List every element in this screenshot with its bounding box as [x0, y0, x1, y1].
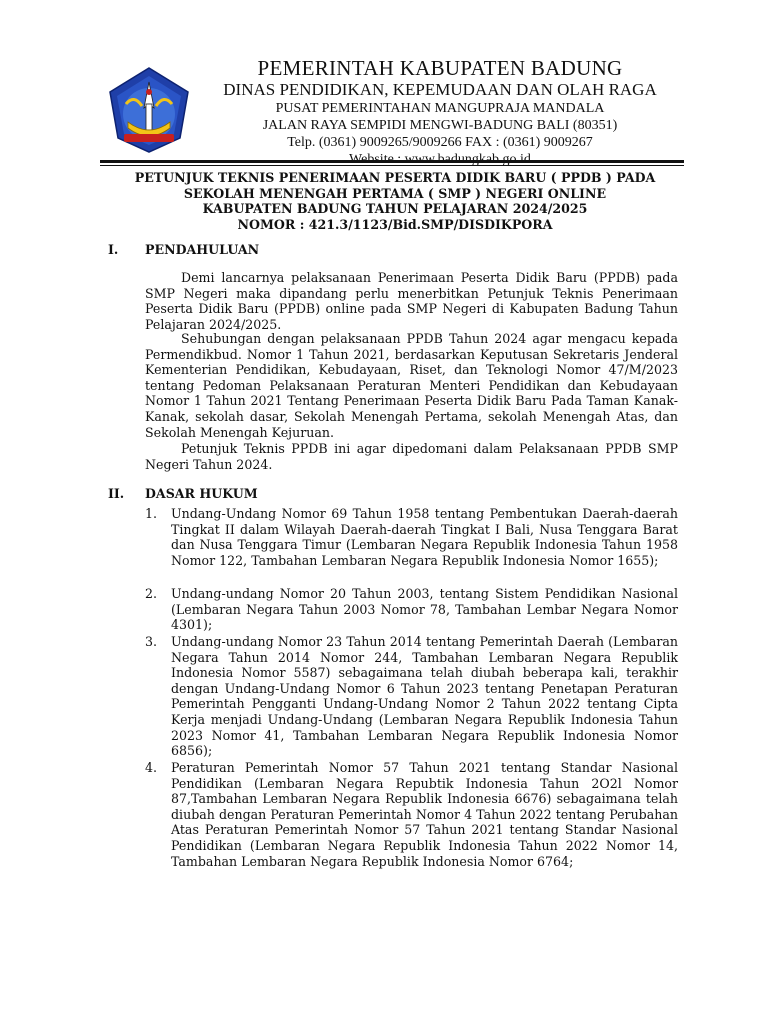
section-1-heading: PENDAHULUAN: [145, 242, 260, 257]
legal-basis-item-1-text: Undang-Undang Nomor 69 Tahun 1958 tentang Pembentukan Daerah-daerah Tingkat II dalam Wilayah Daerah-daerah Tingkat I Bali, Nusa Tenggara Barat dan Nusa Tenggara Timur (Lembaran Negara Republik Indonesia Tahun 1958 Nomor 122, Tambahan Lembaran Negara Republik Indonesia Nomor 1655);: [171, 506, 678, 568]
legal-basis-item-4-number: 4.: [145, 760, 158, 775]
title-line-2: SEKOLAH MENENGAH PERTAMA ( SMP ) NEGERI ONLINE: [183, 185, 607, 201]
section-1-paragraph-2: Sehubungan dengan pelaksanaan PPDB Tahun 2024 agar mengacu kepada Permendikbud. Nomor 1 Tahun 2021, berdasarkan Keputusan Sekretaris Jenderal Kementerian Pendidikan, Kebudayaan, Riset, dan Teknologi Nomor 47/M/2023 tentang Pedoman Pelaksanaan Peraturan Menteri Pendidikan dan Kebudayaan Nomor 1 Tahun 2021 Tentang Penerimaan Peserta Didik Baru Pada Taman Kanak-Kanak, sekolah dasar, Sekolah Menengah Pertama, sekolah Menengah Atas, dan Sekolah Menengah Kejuruan.: [145, 331, 678, 440]
letterhead-government: PEMERINTAH KABUPATEN BADUNG: [257, 56, 623, 80]
legal-basis-item-4-text: Peraturan Pemerintah Nomor 57 Tahun 2021 tentang Standar Nasional Pendidikan (Lembaran Negara Repubtik Indonesia Tahun 2O2l Nomor 87,Tambahan Lembaran Negara Republik Indonesia 6676) sebagaimana telah diubah dengan Peraturan Pemerintah Nomor 4 Tahun 2022 tentang Perubahan Atas Peraturan Pemerintah Nomor 57 Tahun 2021 tentang Standar Nasional Pendidikan (Lembaran Negara Republik Indonesia Tahun 2022 Nomor 14, Tambahan Lembaran Negara Republik Indonesia Nomor 6764;: [171, 760, 678, 869]
legal-basis-item-3-number: 3.: [145, 634, 158, 649]
title-line-1: PETUNJUK TEKNIS PENERIMAAN PESERTA DIDIK BARU ( PPDB ) PADA: [134, 170, 656, 185]
section-1-paragraph-1: Demi lancarnya pelaksanaan Penerimaan Peserta Didik Baru (PPDB) pada SMP Negeri maka dipandang perlu menerbitkan Petunjuk Teknis Penerimaan Peserta Didik Baru (PPDB) online pada SMP Negeri di Kabupaten Badung Tahun Pelajaran 2024/2025.: [145, 270, 678, 332]
legal-basis-item-2-number: 2.: [145, 586, 158, 601]
letterhead-center: PUSAT PEMERINTAHAN MANGUPRAJA MANDALA: [275, 101, 605, 116]
section-1-paragraph-3: Petunjuk Teknis PPDB ini agar dipedomani dalam Pelaksanaan PPDB SMP Negeri Tahun 2024.: [145, 441, 678, 472]
title-line-3: KABUPATEN BADUNG TAHUN PELAJARAN 2024/2025: [202, 201, 588, 216]
letterhead-address: JALAN RAYA SEMPIDI MENGWI-BADUNG BALI (80351): [262, 118, 618, 133]
document-title: [130, 170, 660, 232]
title-document-number: NOMOR : 421.3/1123/Bid.SMP/DISDIKPORA: [237, 216, 553, 232]
letterhead-divider-thin: [100, 165, 684, 166]
letterhead: [200, 56, 680, 168]
letterhead-agency: DINAS PENDIDIKAN, KEPEMUDAAN DAN OLAH RAGA: [223, 80, 657, 99]
legal-basis-item-2-text: Undang-undang Nomor 20 Tahun 2003, tentang Sistem Pendidikan Nasional (Lembaran Negara Tahun 2003 Nomor 78, Tambahan Lembar Negara Nomor 4301);: [171, 586, 678, 633]
letterhead-phone-fax: Telp. (0361) 9009265/9009266 FAX : (0361) 9009267: [287, 135, 593, 150]
letterhead-website: Website : www.badungkab.go.id: [349, 152, 531, 167]
legal-basis-item-3-text: Undang-undang Nomor 23 Tahun 2014 tentang Pemerintah Daerah (Lembaran Negara Tahun 2014 Nomor 244, Tambahan Lembaran Negara Republik Indonesia Nomor 5587) sebagaimana telah diubah beberapa kali, terakhir dengan Undang-Undang Nomor 6 Tahun 2023 tentang Penetapan Peraturan Pemerintah Pengganti Undang-Undang Nomor 2 Tahun 2022 tentang Cipta Kerja menjadi Undang-Undang (Lembaran Negara Republik Indonesia Tahun 2023 Nomor 41, Tambahan Lembaran Negara Republik Indonesia Nomor 6856);: [171, 634, 678, 759]
letterhead-divider-thick: [100, 160, 684, 163]
badung-emblem-logo: [104, 64, 194, 154]
section-1-number: I.: [108, 242, 119, 257]
section-2-number: II.: [108, 486, 125, 501]
section-2-heading: DASAR HUKUM: [145, 486, 258, 501]
legal-basis-item-1-number: 1.: [145, 506, 158, 521]
